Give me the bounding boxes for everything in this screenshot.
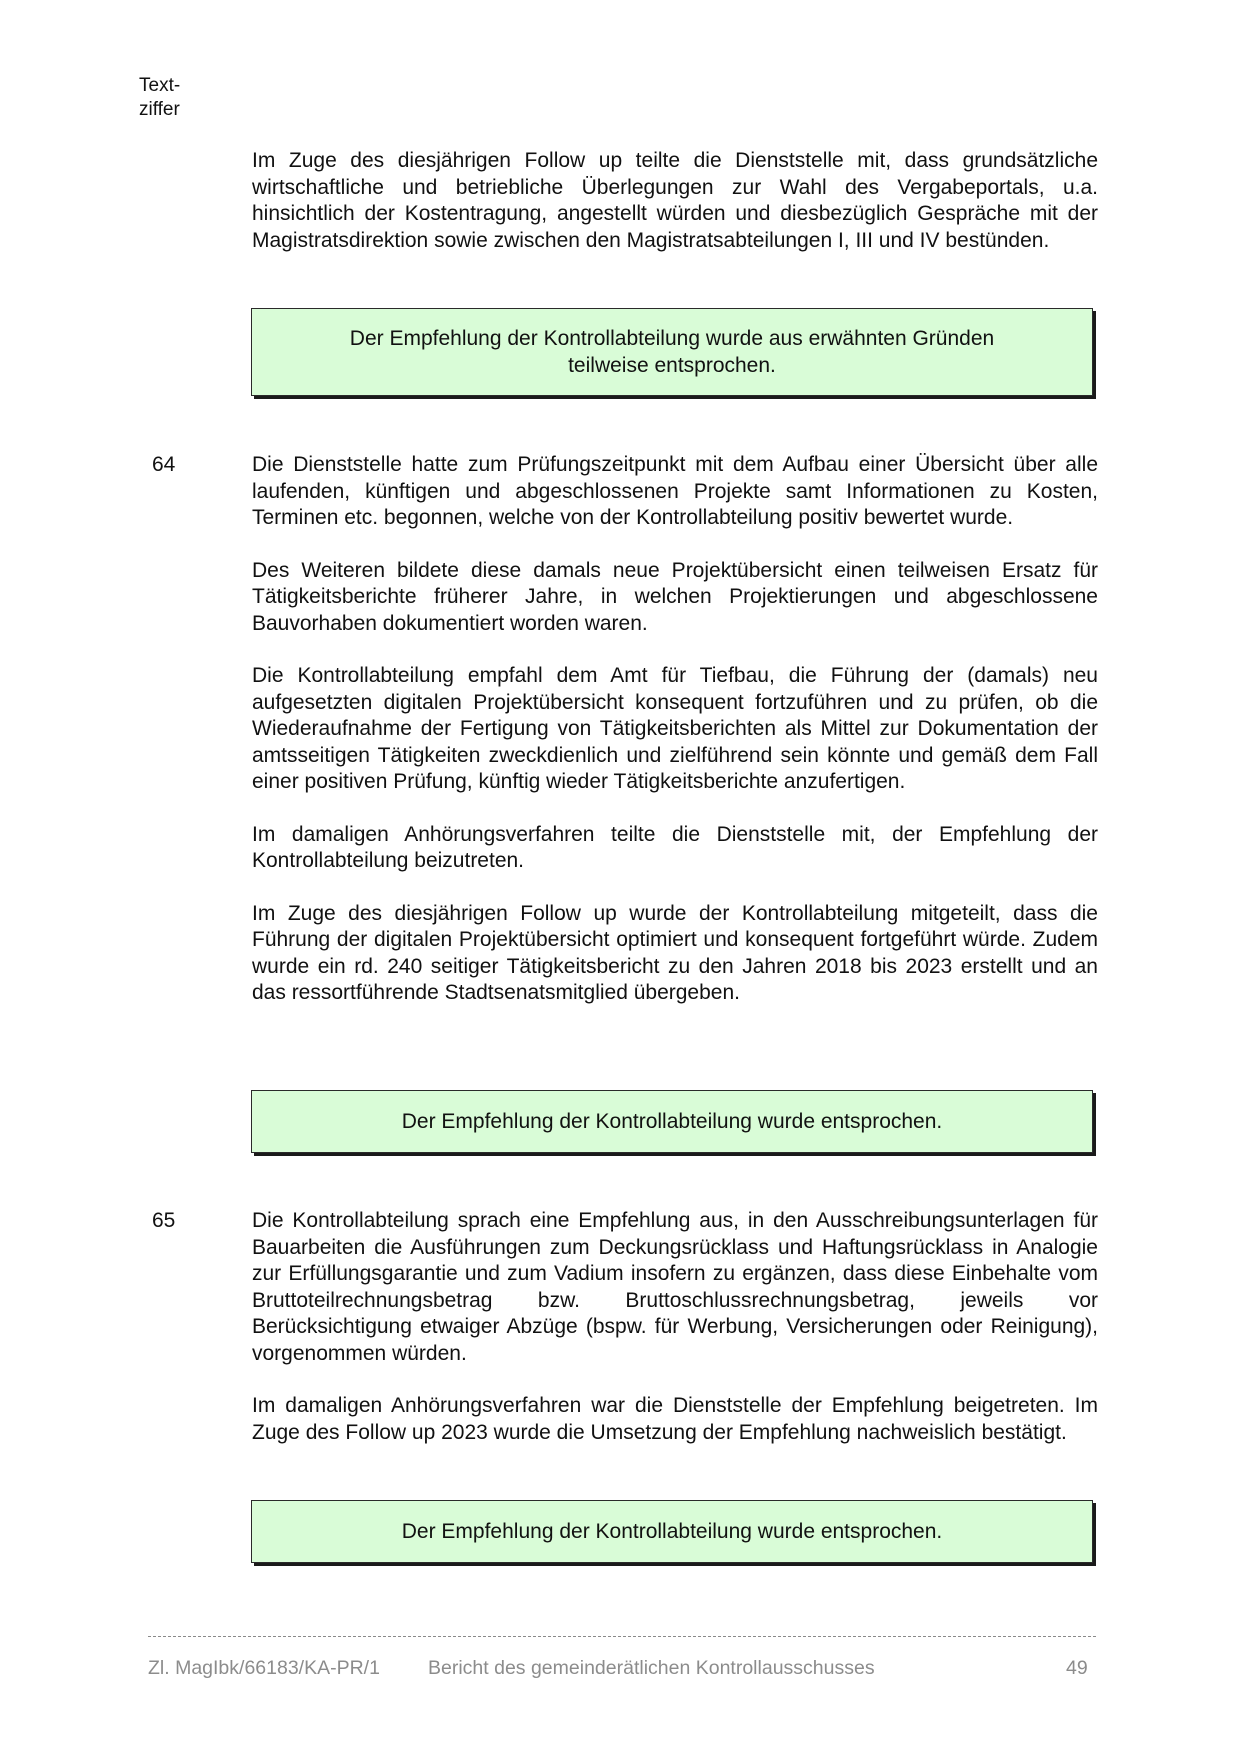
textziffer-column-heading <box>139 74 199 122</box>
footer-divider <box>148 1636 1096 1637</box>
section-64-paragraph: Die Dienststelle hatte zum Prüfungszeitpunkt mit dem Aufbau einer Übersicht über alle laufenden, künftigen und abgeschlossenen Projekte samt Informationen zu Kosten, Terminen etc. begonnen, welche von der Kontrollabteilung positiv bewertet wurde. <box>252 453 1098 529</box>
section-64-paragraph: Im damaligen Anhörungsverfahren teilte die Dienststelle mit, der Empfehlung der Kontrollabteilung beizutreten. <box>252 822 1098 872</box>
section-65-verdict-box <box>251 1500 1093 1563</box>
textziffer-65: 65 <box>152 1209 176 1232</box>
section-64-text <box>252 452 1098 1007</box>
section-64-verdict-text: Der Empfehlung der Kontrollabteilung wurde entsprochen. <box>401 1110 943 1133</box>
footer-reference: Zl. MagIbk/66183/KA-PR/1 <box>148 1657 380 1679</box>
section-65-paragraph: Die Kontrollabteilung sprach eine Empfehlung aus, in den Ausschreibungsunterlagen für Bauarbeiten die Ausführungen zum Deckungsrücklass und Haftungsrücklass in Analogie zur Erfüllungsgarantie und zum Vadium insofern zu ergänzen, dass diese Einbehalte vom Bruttoteilrechnungsbetrag bzw. Bruttoschlussrechnungsbetrag, jeweils vor Berücksichtigung etwaiger Abzüge (bspw. für Werbung, Versicherungen oder Reinigung), vorgenommen würden. <box>252 1209 1098 1365</box>
section-65-verdict-text: Der Empfehlung der Kontrollabteilung wurde entsprochen. <box>401 1520 943 1543</box>
intro-verdict-box <box>251 308 1093 396</box>
textziffer-label: Text- ziffer <box>139 75 181 120</box>
intro-paragraph: Im Zuge des diesjährigen Follow up teilte die Dienststelle mit, dass grundsätzliche wirtschaftliche und betriebliche Überlegungen zur Wahl des Vergabeportals, u.a. hinsichtlich der Kostentragung, angestellt würden und diesbezüglich Gespräche mit der Magistratsdirektion sowie zwischen den Magistratsabteilungen I, III und IV bestünden. <box>252 149 1098 252</box>
intro-text <box>252 148 1098 254</box>
intro-verdict-text: Der Empfehlung der Kontrollabteilung wurde aus erwähnten Gründen teilweise entsprochen. <box>349 327 995 377</box>
section-64-paragraph: Des Weiteren bildete diese damals neue Projektübersicht einen teilweisen Ersatz für Tätigkeitsberichte früherer Jahre, in welchen Projektierungen und abgeschlossene Bauvorhaben dokumentiert worden waren. <box>252 558 1098 635</box>
section-64-verdict-box <box>251 1090 1093 1153</box>
page-number: 49 <box>1066 1657 1088 1679</box>
section-64-paragraph: Im Zuge des diesjährigen Follow up wurde der Kontrollabteilung mitgeteilt, dass die Führung der digitalen Projektübersicht optimiert und konsequent fortgeführt würde. Zudem wurde ein rd. 240 seitiger Tätigkeitsbericht zu den Jahren 2018 bis 2023 erstellt und an das ressortführende Stadtsenatsmitglied übergeben. <box>252 901 1098 1004</box>
textziffer-64: 64 <box>152 453 176 476</box>
section-65-text <box>252 1208 1098 1446</box>
section-65-paragraph: Im damaligen Anhörungsverfahren war die Dienststelle der Empfehlung beigetreten. Im Zuge des Follow up 2023 wurde die Umsetzung der Empfehlung nachweislich bestätigt. <box>252 1394 1098 1444</box>
section-64-paragraph: Die Kontrollabteilung empfahl dem Amt für Tiefbau, die Führung der (damals) neu aufgesetzten digitalen Projektübersicht konsequent fortzuführen und zu prüfen, ob die Wiederaufnahme der Fertigung von Tätigkeitsberichten als Mittel zur Dokumentation der amtsseitigen Tätigkeiten zweckdienlich und zielführend sein könnte und gemäß dem Fall einer positiven Prüfung, künftig wieder Tätigkeitsberichte anzufertigen. <box>252 664 1098 793</box>
footer-report-title: Bericht des gemeinderätlichen Kontrollausschusses <box>428 1657 875 1679</box>
